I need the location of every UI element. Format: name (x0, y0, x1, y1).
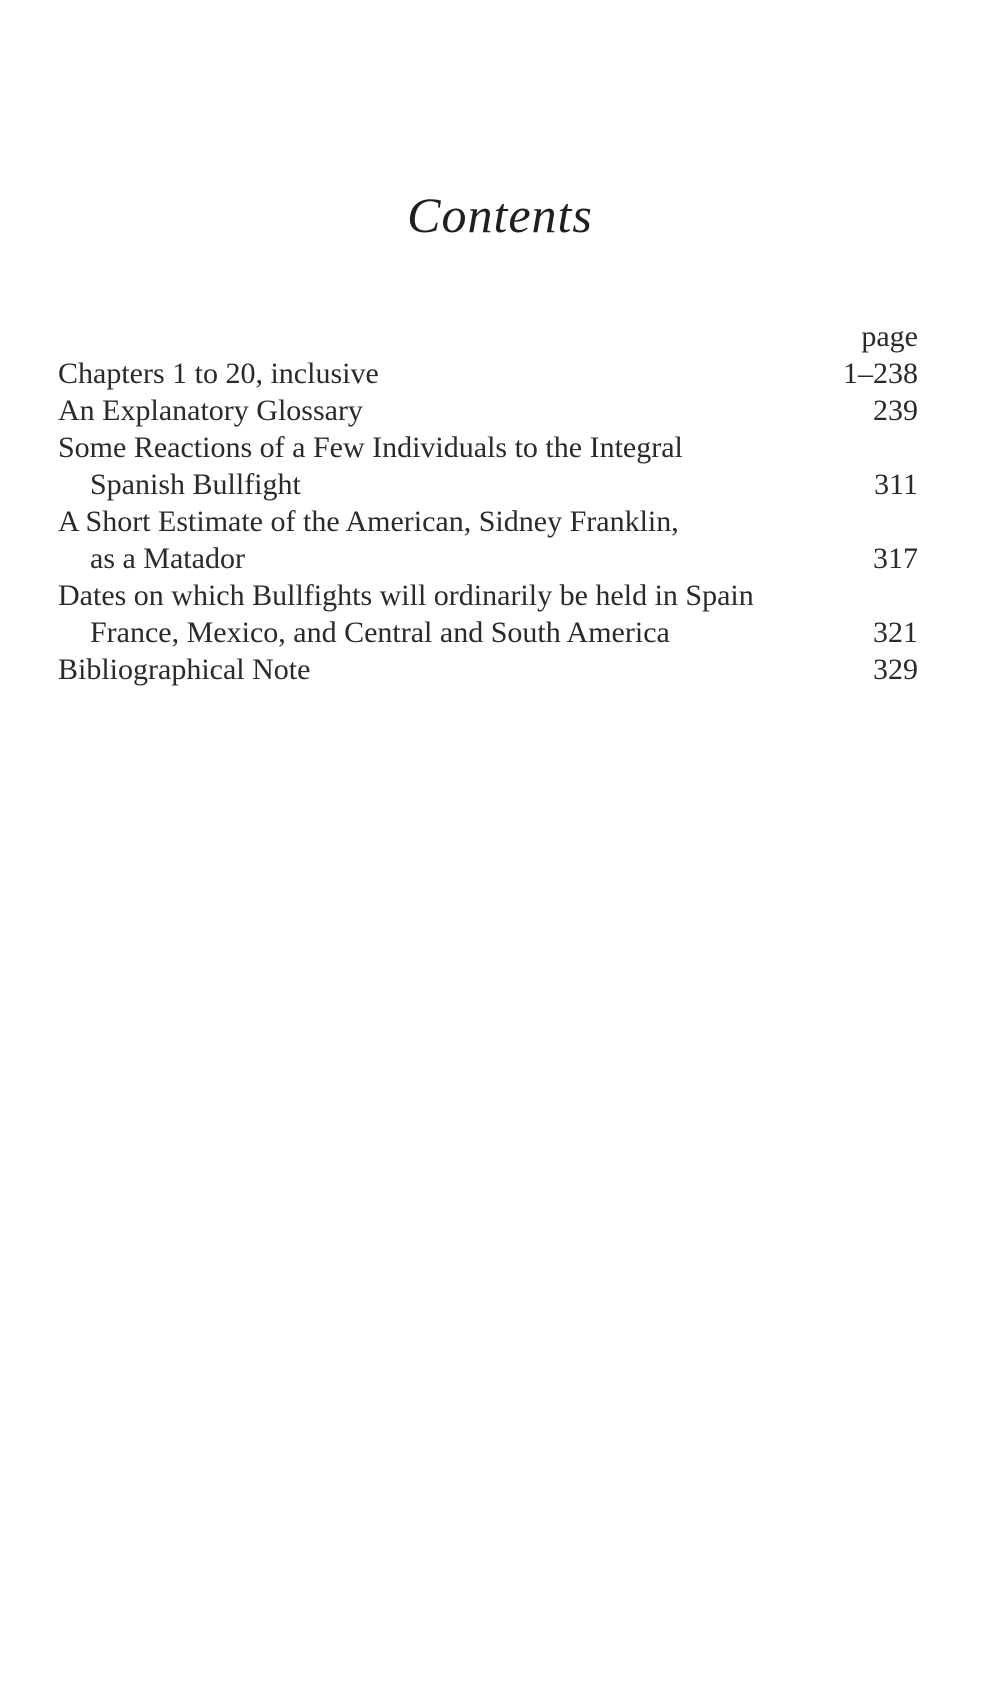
toc-entry-page: 321 (873, 616, 918, 649)
toc-entry-chapters (58, 355, 918, 392)
toc-entry-title-line: Spanish Bullfight (90, 468, 301, 501)
toc-entry-title-line: France, Mexico, and Central and South America (90, 616, 670, 649)
toc-entry-bibliographical-note (58, 651, 918, 688)
toc-entry-title (58, 392, 838, 429)
toc-entry-title-line: A Short Estimate of the American, Sidney Franklin, (58, 505, 679, 538)
toc-entry-title-line: Some Reactions of a Few Individuals to the Integral (58, 431, 683, 464)
toc-entry-title-line: Bibliographical Note (58, 653, 311, 686)
toc-entry-reactions (58, 429, 918, 503)
toc-entry-title (58, 577, 838, 651)
toc-entry-page: 329 (873, 653, 918, 686)
page-column-header: page (861, 320, 918, 353)
toc-entry-page: 317 (873, 542, 918, 575)
toc-entry-page: 239 (873, 394, 918, 427)
toc-entry-title (58, 355, 838, 392)
toc-entry-title-line: Dates on which Bullfights will ordinarily be held in Spain (58, 579, 754, 612)
toc-entry-page: 1–238 (843, 357, 918, 390)
toc-entry-glossary (58, 392, 918, 429)
toc-entry-page: 311 (874, 468, 918, 501)
toc-entry-dates (58, 577, 918, 651)
toc-entry-title (58, 651, 838, 688)
toc-entry-title-line: An Explanatory Glossary (58, 394, 363, 427)
toc-entry-title-line: as a Matador (90, 542, 245, 575)
page-title: Contents (407, 187, 593, 243)
toc-entry-title (58, 503, 838, 577)
table-of-contents (58, 318, 918, 688)
toc-entry-title-line: Chapters 1 to 20, inclusive (58, 357, 379, 390)
toc-entry-short-estimate (58, 503, 918, 577)
toc-entry-title (58, 429, 838, 503)
